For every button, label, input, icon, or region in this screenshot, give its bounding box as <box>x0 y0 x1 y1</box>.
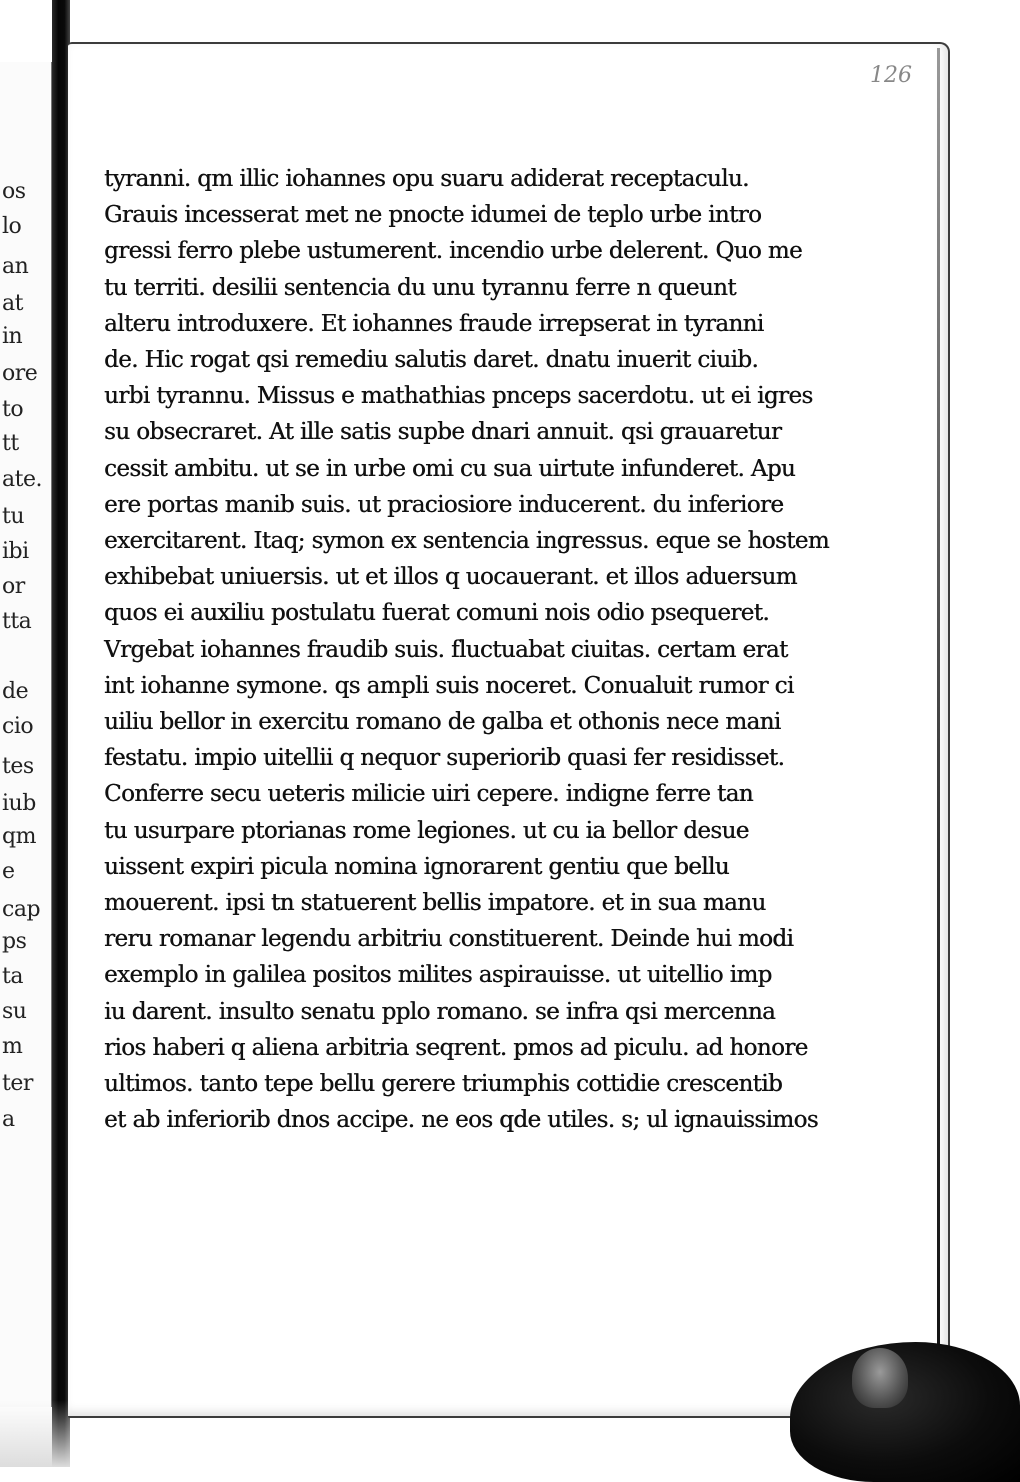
left-page <box>0 62 54 1407</box>
manuscript-line: alteru introduxere. Et iohannes fraude irrepserat in tyranni <box>104 310 764 337</box>
manuscript-line: gressi ferro plebe ustumerent. incendio urbe delerent. Quo me <box>104 238 802 265</box>
page-edge-shadow <box>937 48 940 1388</box>
manuscript-line: int iohanne symone. qs ampli suis noceret. Conualuit rumor ci <box>104 672 794 699</box>
left-page-fragment: e <box>2 859 15 884</box>
manuscript-line: festatu. impio uitellii q nequor superiorib quasi fer residisset. <box>104 745 785 772</box>
left-page-fragment: cap <box>2 897 41 922</box>
left-page-fragment: ibi <box>2 539 29 564</box>
manuscript-line: ere portas manib suis. ut praciosiore inducerent. du inferiore <box>104 491 784 518</box>
left-page-fragment: ta <box>2 964 23 989</box>
manuscript-line: uissent expiri picula nomina ignorarent gentiu que bellu <box>104 853 729 880</box>
left-page-fragment: lo <box>2 214 22 239</box>
left-page-fragment: qm <box>2 824 36 849</box>
left-page-fragment: os <box>2 179 26 204</box>
left-page-fragment: ps <box>2 929 27 954</box>
left-page-fragment: or <box>2 574 25 599</box>
left-page-fragment: iub <box>2 791 36 816</box>
left-page-fragment: tt <box>2 431 19 456</box>
left-page-fragment: de <box>2 679 29 704</box>
left-page-fragment: at <box>2 291 23 316</box>
manuscript-line: Grauis incesserat met ne pnocte idumei de teplo urbe intro <box>104 202 762 229</box>
manuscript-line: tu territi. desilii sentencia du unu tyrannu ferre n queunt <box>104 274 736 301</box>
manuscript-line: Vrgebat iohannes fraudib suis. fluctuabat ciuitas. certam erat <box>104 636 788 663</box>
left-page-fragment: m <box>2 1034 23 1059</box>
manuscript-line: de. Hic rogat qsi remediu salutis daret. dnatu inuerit ciuib. <box>104 347 759 373</box>
manuscript-line: reru romanar legendu arbitriu constituerent. Deinde hui modi <box>104 926 794 953</box>
folio-number: 126 <box>870 63 912 88</box>
left-page-fragment: cio <box>2 714 34 739</box>
manuscript-line: Conferre secu ueteris milicie uiri cepere. indigne ferre tan <box>104 781 753 808</box>
left-page-fragment: ter <box>2 1071 33 1096</box>
manuscript-line: ultimos. tanto tepe bellu gerere triumphis cottidie crescentib <box>104 1071 783 1097</box>
manuscript-line: exercitarent. Itaq; symon ex sentencia ingressus. eque se hostem <box>104 528 829 554</box>
manuscript-line: iu darent. insulto senatu pplo romano. se infra qsi mercenna <box>104 998 776 1025</box>
manuscript-line: su obsecraret. At ille satis supbe dnari annuit. qsi grauaretur <box>104 419 782 446</box>
manuscript-line: tyranni. qm illic iohannes opu suaru adiderat receptaculu. <box>104 166 749 192</box>
manuscript-line: mouerent. ipsi tn statuerent bellis impatore. et in sua manu <box>104 890 766 916</box>
manuscript-line: urbi tyrannu. Missus e mathathias pnceps sacerdotu. ut ei igres <box>104 383 813 410</box>
gutter-shade <box>0 1400 70 1467</box>
left-page-fragment: to <box>2 397 24 422</box>
thumbnail-nail <box>852 1348 908 1408</box>
manuscript-line: exemplo in galilea positos milites aspirauisse. ut uitellio imp <box>104 962 772 989</box>
manuscript-line: quos ei auxiliu postulatu fuerat comuni nois odio psequeret. <box>104 600 770 627</box>
left-page-fragment: tu <box>2 504 25 529</box>
manuscript-line: uiliu bellor in exercitu romano de galba et othonis nece mani <box>104 709 781 735</box>
left-page-fragment: ate. <box>2 467 42 492</box>
left-page-fragment: ore <box>2 361 38 386</box>
left-page-fragment: su <box>2 999 27 1024</box>
manuscript-line: rios haberi q aliena arbitria seqrent. pmos ad piculu. ad honore <box>104 1034 808 1061</box>
left-page-fragment: tes <box>2 754 34 779</box>
left-page-fragment: an <box>2 254 29 279</box>
manuscript-line: et ab inferiorib dnos accipe. ne eos qde utiles. s; ul ignauissimos <box>104 1107 818 1134</box>
left-page-fragment: a <box>2 1107 15 1132</box>
manuscript-line: tu usurpare ptorianas rome legiones. ut cu ia bellor desue <box>104 817 749 844</box>
manuscript-line: exhibebat uniuersis. ut et illos q uocauerant. et illos aduersum <box>104 564 797 591</box>
manuscript-line: cessit ambitu. ut se in urbe omi cu sua uirtute infunderet. Apu <box>104 455 796 482</box>
left-page-fragment: tta <box>2 609 32 634</box>
left-page-fragment: in <box>2 324 23 349</box>
